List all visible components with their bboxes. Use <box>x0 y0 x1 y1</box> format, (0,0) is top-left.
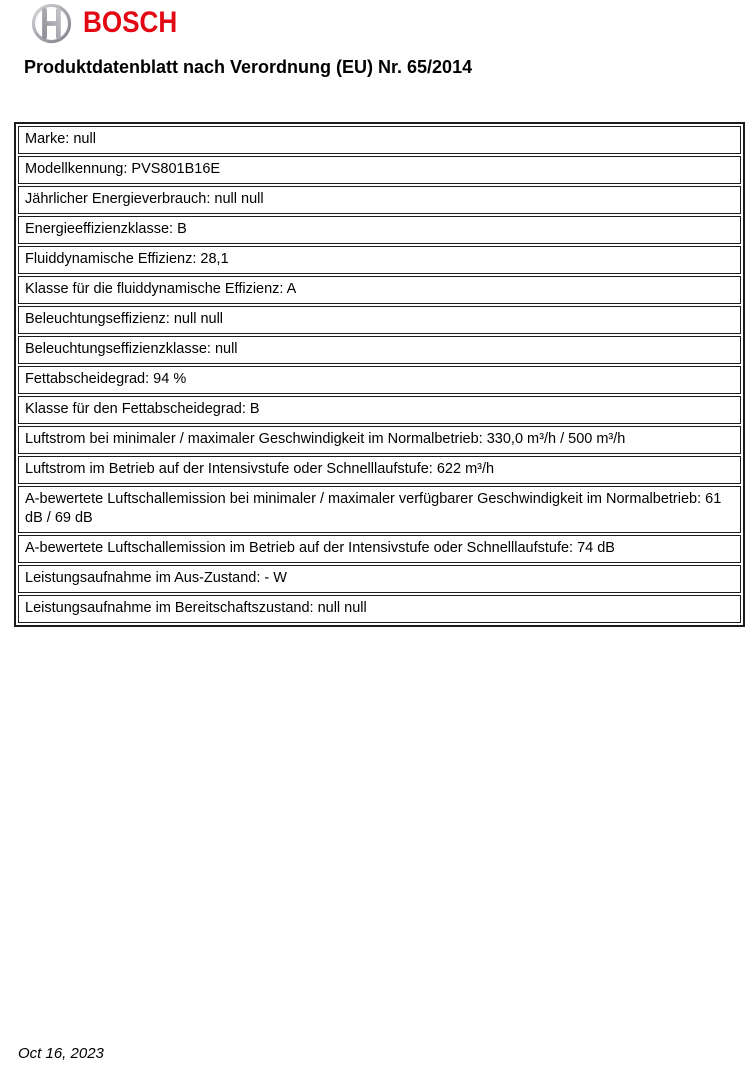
table-row <box>18 595 741 623</box>
table-row <box>18 306 741 334</box>
table-cell: Fluiddynamische Effizienz: 28,1 <box>18 246 741 274</box>
table-row <box>18 486 741 533</box>
footer-date: Oct 16, 2023 <box>18 1045 104 1062</box>
table-row <box>18 186 741 214</box>
table-row <box>18 276 741 304</box>
table-cell: Energieeffizienzklasse: B <box>18 216 741 244</box>
table-cell: Jährlicher Energieverbrauch: null null <box>18 186 741 214</box>
table-row <box>18 535 741 563</box>
table-row <box>18 156 741 184</box>
table-cell: Marke: null <box>18 126 741 154</box>
table-cell: Leistungsaufnahme im Aus-Zustand: - W <box>18 565 741 593</box>
brand-name: BOSCH <box>83 6 178 39</box>
table-row <box>18 246 741 274</box>
page-title: Produktdatenblatt nach Verordnung (EU) Nr. 65/2014 <box>24 57 473 77</box>
table-row <box>18 396 741 424</box>
bosch-armature-emblem-icon <box>31 3 72 44</box>
table-cell: Modellkennung: PVS801B16E <box>18 156 741 184</box>
table-cell: Beleuchtungseffizienzklasse: null <box>18 336 741 364</box>
product-spec-table <box>14 122 745 627</box>
table-row <box>18 366 741 394</box>
spec-table-body <box>18 126 741 623</box>
table-row <box>18 126 741 154</box>
table-row <box>18 336 741 364</box>
table-cell: Luftstrom im Betrieb auf der Intensivstufe oder Schnelllaufstufe: 622 m³/h <box>18 456 741 484</box>
table-cell: Klasse für den Fettabscheidegrad: B <box>18 396 741 424</box>
table-row <box>18 565 741 593</box>
table-cell: Fettabscheidegrad: 94 % <box>18 366 741 394</box>
table-cell: Klasse für die fluiddynamische Effizienz: A <box>18 276 741 304</box>
table-row <box>18 456 741 484</box>
table-cell: Beleuchtungseffizienz: null null <box>18 306 741 334</box>
table-cell: Leistungsaufnahme im Bereitschaftszustand: null null <box>18 595 741 623</box>
table-cell: Luftstrom bei minimaler / maximaler Geschwindigkeit im Normalbetrieb: 330,0 m³/h / 500 m³/h <box>18 426 741 454</box>
table-cell: A-bewertete Luftschallemission bei minimaler / maximaler verfügbarer Geschwindigkeit im Normalbetrieb: 61 dB / 69 dB <box>18 486 741 533</box>
table-cell: A-bewertete Luftschallemission im Betrieb auf der Intensivstufe oder Schnelllaufstufe: 74 dB <box>18 535 741 563</box>
table-row <box>18 426 741 454</box>
table-row <box>18 216 741 244</box>
bosch-logo <box>31 3 191 45</box>
